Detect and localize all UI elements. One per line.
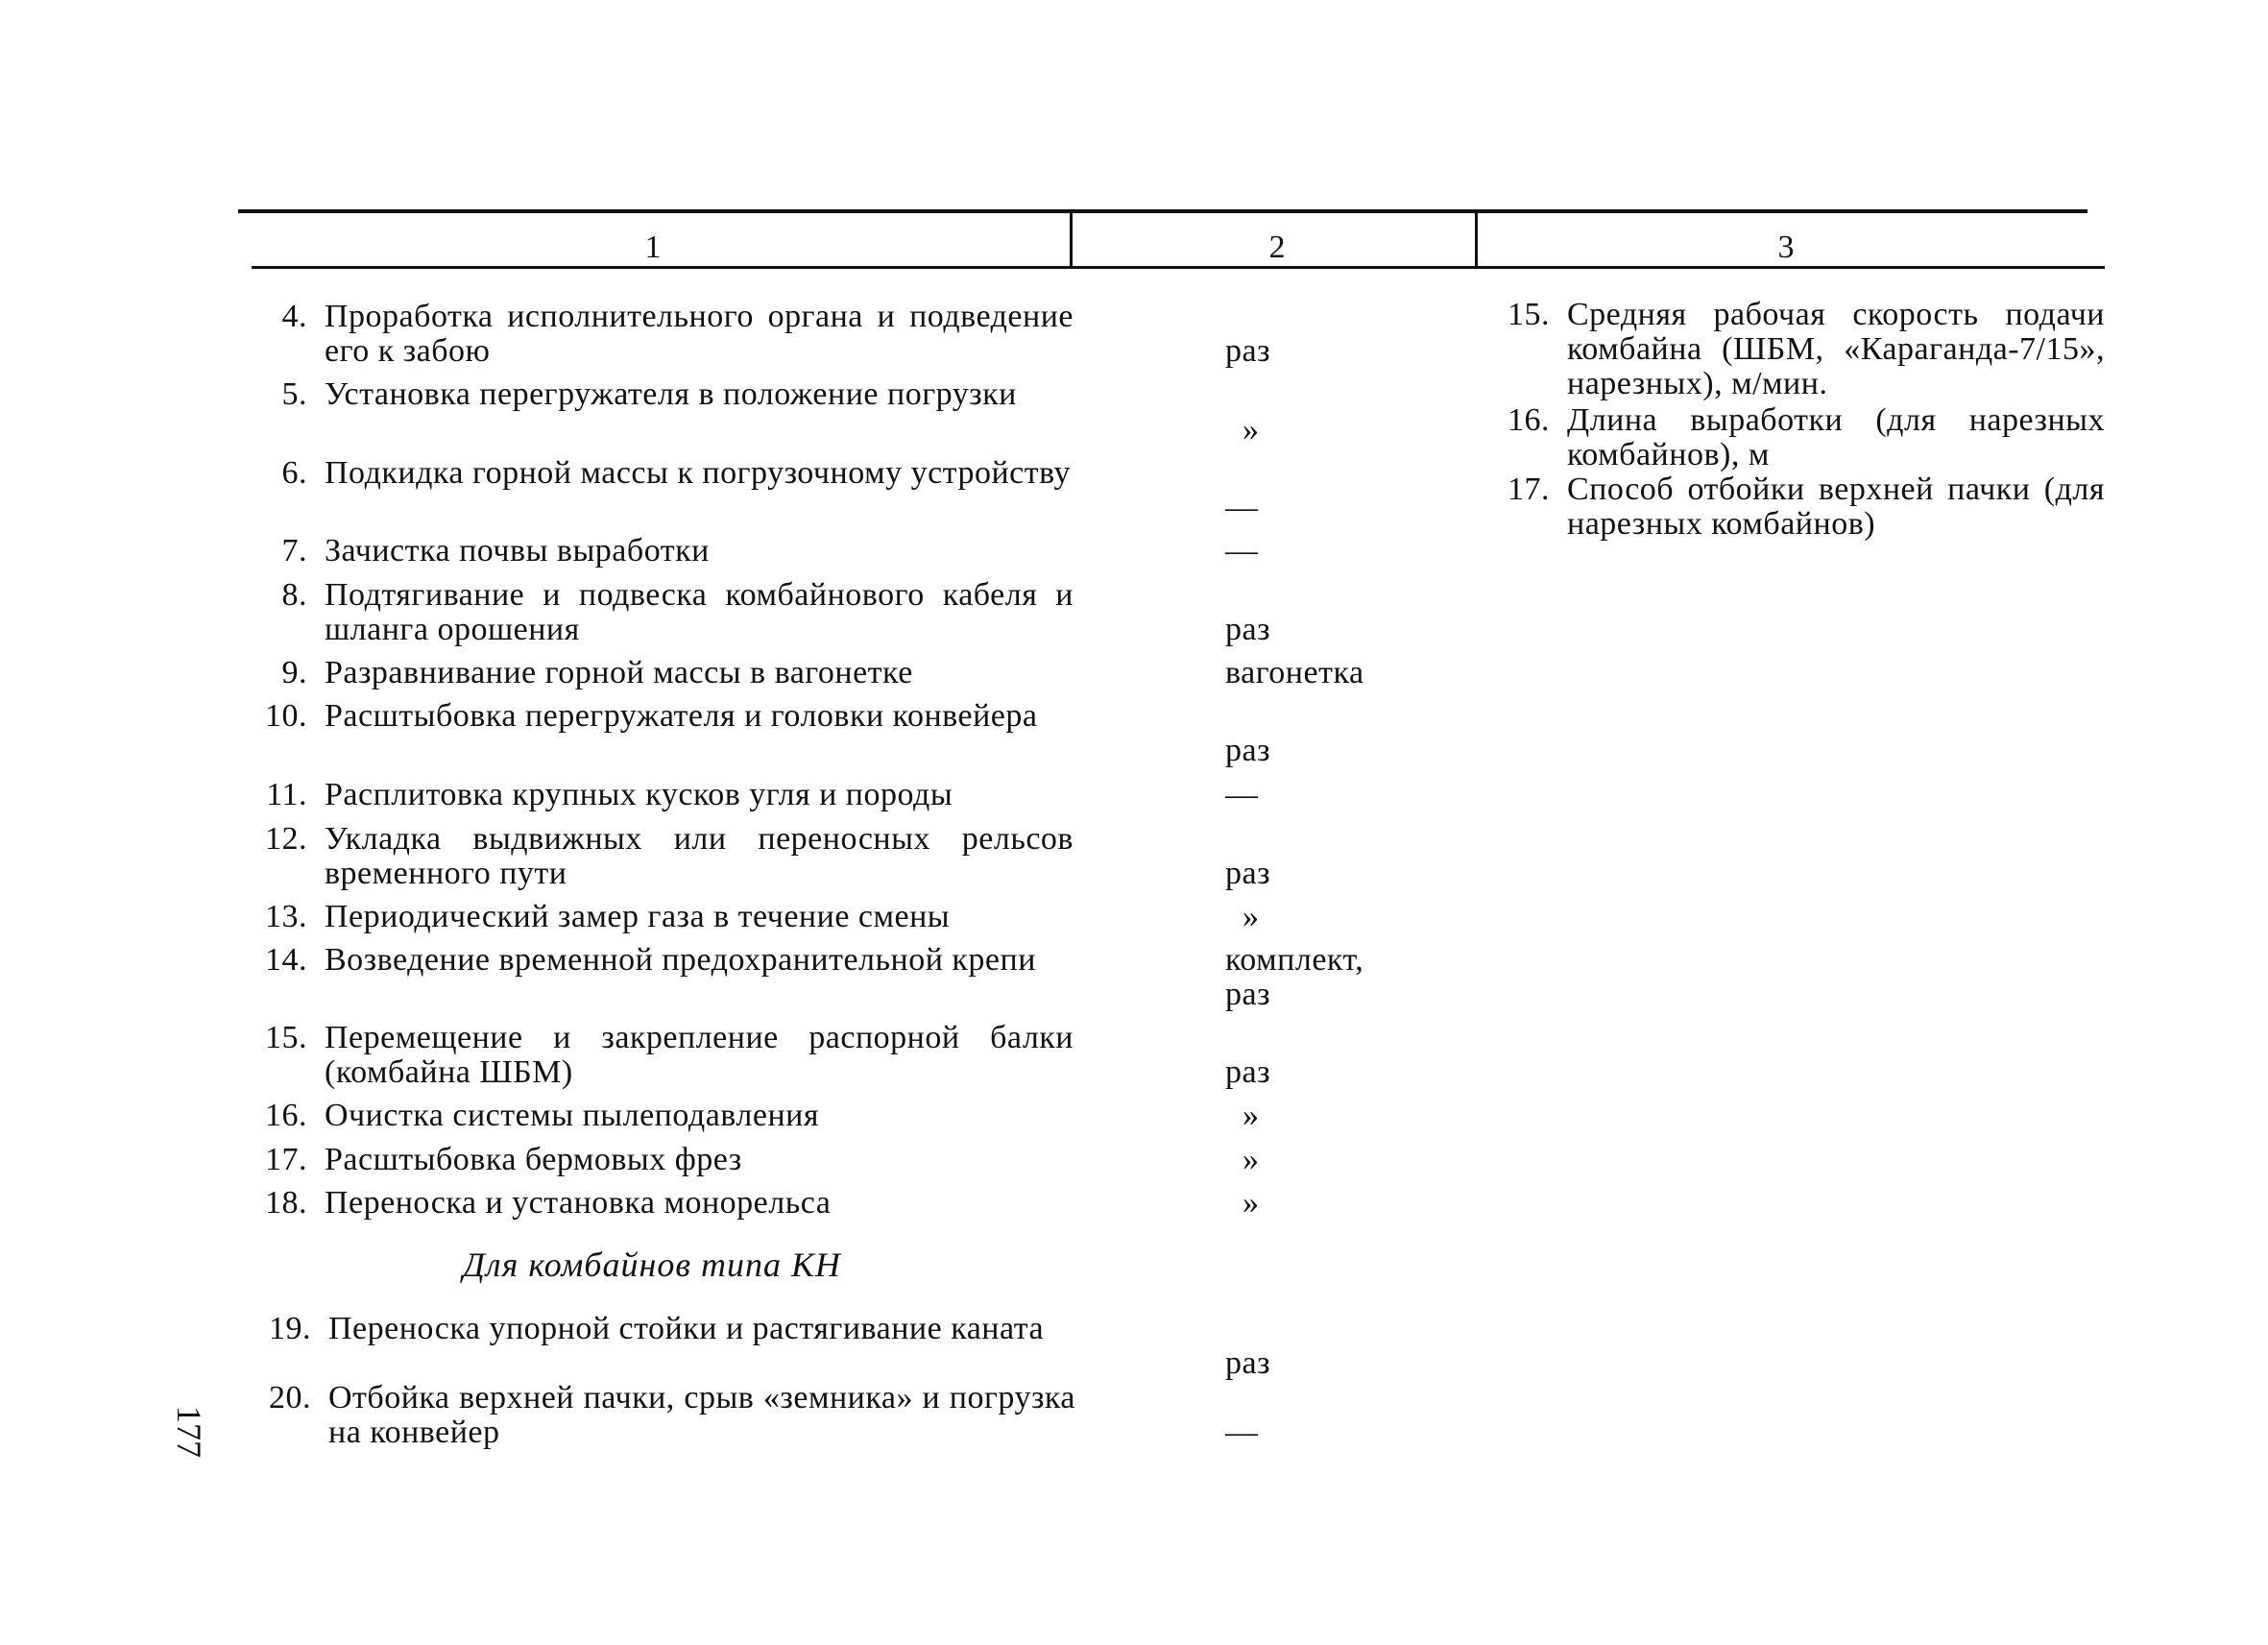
list-item	[1508, 297, 2105, 401]
unit-cell: »	[1243, 1098, 1260, 1133]
list-item	[265, 1185, 1074, 1221]
column-header-1: 1	[644, 230, 662, 265]
item-text: Подкидка горной массы к погрузочному устройству	[325, 455, 1071, 491]
list-item	[269, 1380, 1075, 1450]
unit-cell: —	[1225, 533, 1259, 568]
list-item	[1508, 402, 2105, 472]
item-text: Расштыбовка перегружателя и головки конвейера	[325, 698, 1038, 734]
item-number: 14.	[265, 942, 307, 978]
unit-cell: —	[1225, 777, 1259, 812]
column-divider-1	[1070, 213, 1073, 266]
item-text: Отбойка верхней пачки, срыв «земника» и погрузка на конвейер	[328, 1380, 1075, 1450]
item-number: 6.	[281, 455, 307, 491]
item-text: Расплитовка крупных кусков угля и породы	[325, 777, 953, 812]
item-text: Подтягивание и подвеска комбайнового кабеля и шланга орошения	[325, 577, 1074, 647]
list-item	[265, 1142, 1074, 1177]
item-text: Зачистка почвы выработки	[325, 533, 710, 568]
item-number: 16.	[265, 1098, 307, 1133]
list-item	[281, 655, 1074, 690]
item-number: 17.	[265, 1142, 307, 1177]
unit-cell	[1225, 943, 1417, 1012]
list-item	[265, 1098, 1074, 1133]
unit-cell: вагонетка	[1225, 655, 1364, 690]
item-number: 11.	[266, 777, 307, 812]
unit-cell: раз	[1225, 612, 1271, 647]
list-item	[281, 577, 1074, 647]
column-divider-2	[1475, 213, 1478, 266]
item-number: 17.	[1508, 472, 1550, 507]
item-number: 9.	[281, 655, 307, 690]
item-number: 15.	[265, 1020, 307, 1055]
item-text: Установка перегружателя в положение погрузки	[325, 376, 1017, 412]
table-top-rule	[238, 209, 2087, 213]
unit-cell: —	[1225, 490, 1259, 525]
item-number: 20.	[269, 1380, 311, 1415]
column-header-3: 3	[1777, 230, 1795, 265]
item-text: Расштыбовка бермовых фрез	[325, 1142, 742, 1177]
unit-cell: »	[1243, 899, 1260, 934]
list-item	[265, 1020, 1074, 1090]
unit-cell: раз	[1225, 333, 1271, 369]
section-subheading: Для комбайнов типа КН	[463, 1246, 841, 1284]
list-item	[281, 299, 1074, 369]
item-text: Периодический замер газа в течение смены	[325, 899, 951, 934]
list-item	[269, 1311, 1075, 1346]
unit-cell: »	[1243, 1185, 1260, 1221]
list-item	[265, 698, 1074, 734]
item-number: 5.	[281, 376, 307, 412]
item-number: 13.	[265, 899, 307, 934]
item-number: 8.	[281, 577, 307, 613]
list-item	[281, 533, 1074, 568]
table-header-rule	[252, 266, 2105, 269]
item-text: Возведение временной предохранительной крепи	[325, 942, 1036, 978]
column-header-2: 2	[1268, 230, 1286, 265]
item-number: 10.	[265, 698, 307, 734]
unit-cell: —	[1225, 1415, 1259, 1450]
item-number: 4.	[281, 299, 307, 334]
unit-cell: »	[1243, 1142, 1260, 1177]
page-number: 177	[170, 1406, 208, 1458]
item-number: 15.	[1508, 297, 1550, 332]
unit-cell: раз	[1225, 1054, 1271, 1090]
unit-text: комплект, раз	[1225, 942, 1364, 1012]
unit-cell: раз	[1225, 1345, 1271, 1381]
item-text: Переноска упорной стойки и растягивание каната	[328, 1311, 1045, 1346]
list-item	[281, 455, 1074, 491]
item-number: 19.	[269, 1311, 311, 1346]
item-number: 18.	[265, 1185, 307, 1221]
item-text: Проработка исполнительного органа и подведение его к забою	[325, 299, 1074, 369]
item-number: 16.	[1508, 402, 1550, 438]
list-item	[265, 899, 1074, 934]
item-number: 12.	[265, 821, 307, 857]
list-item	[265, 942, 1074, 978]
unit-cell: раз	[1225, 856, 1271, 891]
item-text: Переноска и установка монорельса	[325, 1185, 832, 1221]
unit-cell: »	[1243, 412, 1260, 448]
item-text: Средняя рабочая скорость подачи комбайна (ШБМ, «Караганда-7/15», нарезных), м/мин.	[1567, 297, 2105, 401]
item-text: Укладка выдвижных или переносных рельсов временного пути	[325, 821, 1074, 891]
list-item	[266, 777, 1074, 812]
item-text: Разравнивание горной массы в вагонетке	[325, 655, 913, 690]
list-item	[1508, 472, 2105, 542]
item-number: 7.	[281, 533, 307, 568]
item-text: Длина выработки (для нарезных комбайнов), м	[1567, 402, 2105, 472]
item-text: Способ отбойки верхней пачки (для нарезных комбайнов)	[1567, 472, 2105, 542]
item-text: Перемещение и закрепление распорной балки (комбайна ШБМ)	[325, 1020, 1074, 1090]
unit-cell: раз	[1225, 733, 1271, 768]
item-text: Очистка системы пылеподавления	[325, 1098, 819, 1133]
list-item	[265, 821, 1074, 891]
list-item	[281, 376, 1074, 412]
